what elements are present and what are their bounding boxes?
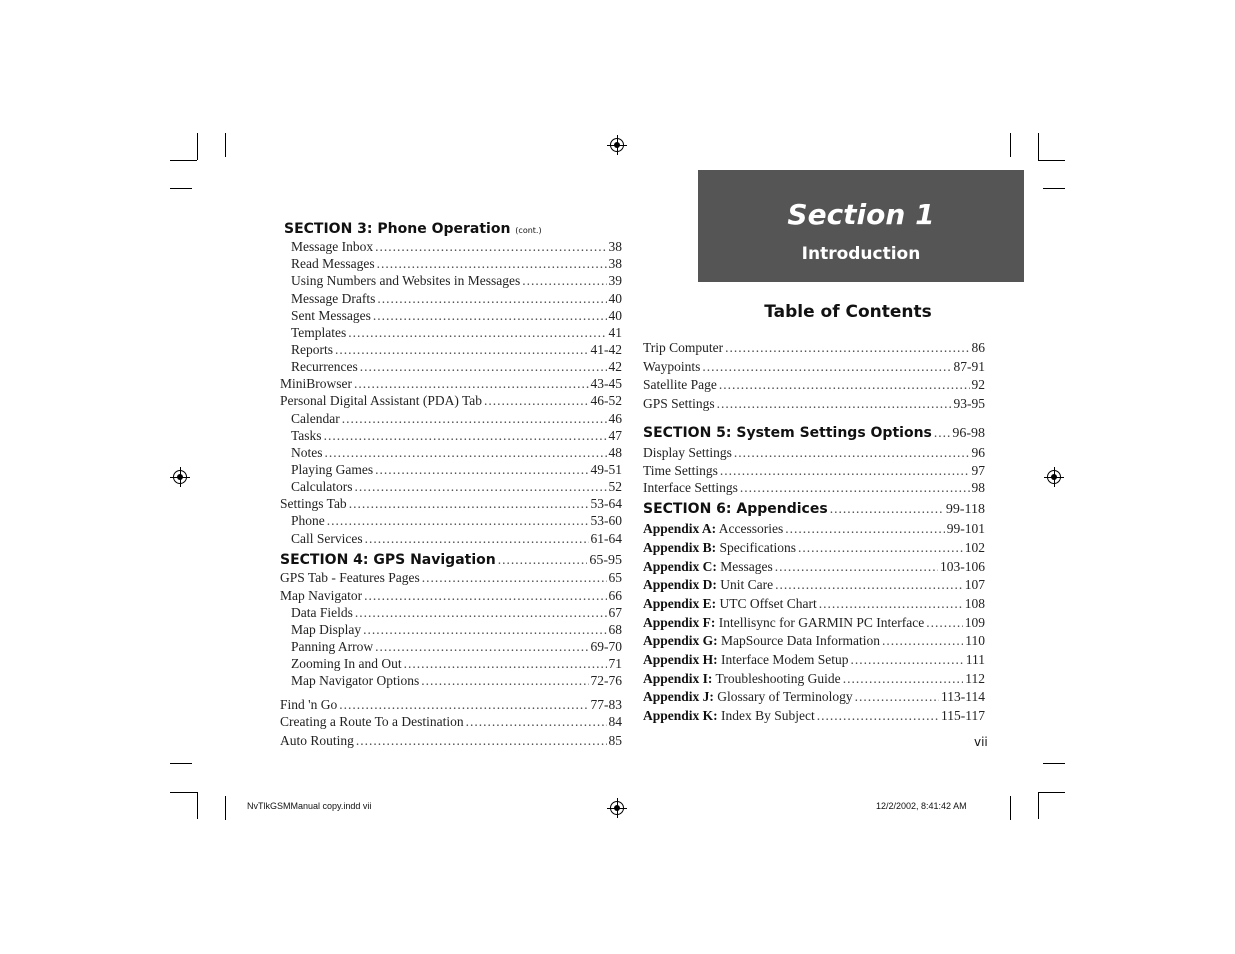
toc-entry[interactable]: Panning Arrow ..... 69-70 <box>291 639 622 655</box>
crop-mark <box>1038 160 1065 161</box>
toc-entry[interactable]: Read Messages ..... 38 <box>291 256 622 272</box>
footer-filename: NvTlkGSMManual copy.indd vii <box>247 801 372 811</box>
section-banner <box>698 170 1024 282</box>
toc-entry[interactable]: Display Settings ..... 96 <box>643 445 985 461</box>
toc-entry[interactable]: Data Fields ..... 67 <box>291 605 622 621</box>
appendix-entry[interactable]: Appendix F: Intellisync for GARMIN PC Interface ..... 109 <box>643 615 985 631</box>
section3-heading <box>284 221 542 237</box>
section6-heading[interactable] <box>643 501 985 518</box>
footer-timestamp: 12/2/2002, 8:41:42 AM <box>876 801 967 811</box>
crop-mark <box>197 133 198 160</box>
appendix-entry[interactable]: Appendix E: UTC Offset Chart ..... 108 <box>643 596 985 612</box>
toc-title: Table of Contents <box>764 302 932 322</box>
crop-mark <box>1038 792 1039 819</box>
crop-mark <box>1038 792 1065 793</box>
toc-entry[interactable]: Using Numbers and Websites in Messages ..... 39 <box>291 273 622 289</box>
toc-entry[interactable]: MiniBrowser ..... 43-45 <box>280 376 622 392</box>
toc-entry[interactable]: Time Settings ..... 97 <box>643 463 985 479</box>
crop-mark <box>170 763 192 764</box>
crop-mark <box>170 792 197 793</box>
toc-entry[interactable]: Templates ..... 41 <box>291 325 622 341</box>
appendix-entry[interactable]: Appendix D: Unit Care ..... 107 <box>643 577 985 593</box>
toc-entry[interactable]: Creating a Route To a Destination ..... 84 <box>280 714 622 730</box>
section3-cont-note: (cont.) <box>515 226 542 235</box>
crop-mark <box>1038 133 1039 160</box>
crop-mark <box>1043 763 1065 764</box>
toc-entry[interactable]: Call Services ..... 61-64 <box>291 531 622 547</box>
toc-entry[interactable]: Find 'n Go ..... 77-83 <box>280 697 622 713</box>
crop-mark <box>197 792 198 819</box>
crop-mark <box>170 188 192 189</box>
registration-mark-icon <box>610 801 624 815</box>
toc-entry[interactable]: Auto Routing ..... 85 <box>280 733 622 749</box>
toc-entry[interactable]: Zooming In and Out ..... 71 <box>291 656 622 672</box>
page-number: vii <box>974 735 988 749</box>
toc-entry[interactable]: Waypoints ..... 87-91 <box>643 359 985 375</box>
toc-entry[interactable]: Personal Digital Assistant (PDA) Tab ..... 46-52 <box>280 393 622 409</box>
toc-entry[interactable]: Reports ..... 41-42 <box>291 342 622 358</box>
section3-title: SECTION 3: Phone Operation <box>284 221 511 237</box>
section4-heading[interactable] <box>280 552 622 569</box>
section6-title: SECTION 6: Appendices <box>643 501 828 517</box>
toc-entry[interactable]: Calendar ..... 46 <box>291 411 622 427</box>
toc-entry[interactable]: GPS Tab - Features Pages ..... 65 <box>280 570 622 586</box>
toc-entry[interactable]: Recurrences ..... 42 <box>291 359 622 375</box>
appendix-entry[interactable]: Appendix G: MapSource Data Information ..... 110 <box>643 633 985 649</box>
toc-entry[interactable]: Satellite Page ..... 92 <box>643 377 985 393</box>
toc-entry[interactable]: Trip Computer ..... 86 <box>643 340 985 356</box>
banner-title: Section 1 <box>787 198 935 231</box>
appendix-entry[interactable]: Appendix J: Glossary of Terminology ..... 113-114 <box>643 689 985 705</box>
toc-entry[interactable]: Interface Settings ..... 98 <box>643 480 985 496</box>
section6-page: 99-118 <box>945 502 985 517</box>
toc-entry[interactable]: Notes ..... 48 <box>291 445 622 461</box>
toc-entry[interactable]: Tasks ..... 47 <box>291 428 622 444</box>
toc-entry[interactable]: Message Inbox ..... 38 <box>291 239 622 255</box>
crop-mark <box>1010 796 1011 820</box>
registration-mark-icon <box>1047 470 1061 484</box>
crop-mark <box>1010 133 1011 157</box>
appendix-entry[interactable]: Appendix K: Index By Subject ..... 115-117 <box>643 708 985 724</box>
section4-title: SECTION 4: GPS Navigation <box>280 552 496 568</box>
toc-entry[interactable]: Map Display ..... 68 <box>291 622 622 638</box>
section5-title: SECTION 5: System Settings Options <box>643 425 932 441</box>
toc-entry[interactable]: Settings Tab ..... 53-64 <box>280 496 622 512</box>
registration-mark-icon <box>173 470 187 484</box>
crop-mark <box>170 160 197 161</box>
registration-mark-icon <box>610 138 624 152</box>
crop-mark <box>225 796 226 820</box>
appendix-entry[interactable]: Appendix H: Interface Modem Setup ..... 111 <box>643 652 985 668</box>
toc-entry[interactable]: Playing Games ..... 49-51 <box>291 462 622 478</box>
toc-entry[interactable]: GPS Settings ..... 93-95 <box>643 396 985 412</box>
section4-page: 65-95 <box>589 553 622 568</box>
crop-mark <box>225 133 226 157</box>
appendix-entry[interactable]: Appendix I: Troubleshooting Guide ..... 112 <box>643 671 985 687</box>
section5-heading[interactable] <box>643 425 985 442</box>
toc-entry[interactable]: Message Drafts ..... 40 <box>291 291 622 307</box>
toc-entry[interactable]: Sent Messages ..... 40 <box>291 308 622 324</box>
appendix-entry[interactable]: Appendix B: Specifications ..... 102 <box>643 540 985 556</box>
appendix-entry[interactable]: Appendix C: Messages ..... 103-106 <box>643 559 985 575</box>
crop-mark <box>1043 188 1065 189</box>
section5-page: 96-98 <box>952 426 985 441</box>
toc-entry[interactable]: Phone ..... 53-60 <box>291 513 622 529</box>
appendix-entry[interactable]: Appendix A: Accessories ..... 99-101 <box>643 521 985 537</box>
toc-entry[interactable]: Map Navigator Options ..... 72-76 <box>291 673 622 689</box>
banner-subtitle: Introduction <box>801 244 921 264</box>
toc-entry[interactable]: Calculators ..... 52 <box>291 479 622 495</box>
toc-entry[interactable]: Map Navigator ..... 66 <box>280 588 622 604</box>
